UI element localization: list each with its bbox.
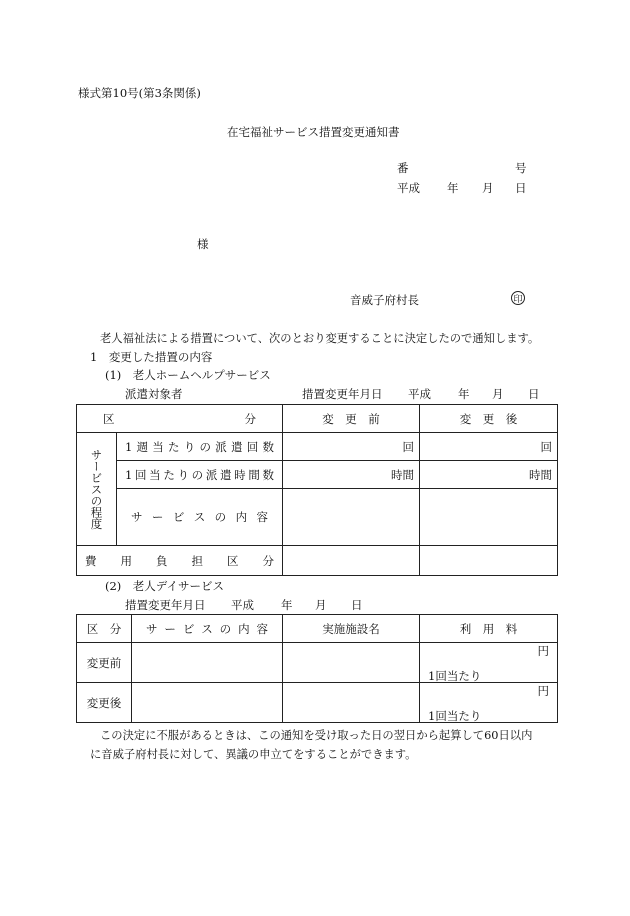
service-level-label: サービスの程度 [89, 448, 104, 530]
date-month: 月 [492, 387, 504, 401]
table2-header-fee: 利 用 料 [420, 615, 558, 643]
table2-header-facility: 実施施設名 [283, 615, 420, 643]
row-after-label: 変更後 [77, 683, 132, 723]
section1-title: 1 変更した措置の内容 [90, 350, 213, 364]
date-month: 月 [315, 598, 327, 612]
change-date-row-2 [125, 597, 365, 613]
row-service-content-before [283, 489, 420, 546]
date-era: 平成 [408, 387, 431, 401]
intro-text: 老人福祉法による措置について、次のとおり変更することに決定したので通知します。 [100, 332, 540, 345]
yen-label: 円 [537, 683, 549, 698]
section2-title: (2) 老人デイサービス [105, 579, 224, 593]
dayservice-table [76, 614, 558, 723]
date-year: 年 [447, 181, 459, 195]
closing-line-1: この決定に不服があるときは、この通知を受け取った日の翌日から起算して60日以内 [100, 729, 533, 742]
date-day: 日 [528, 387, 540, 401]
table1-header-category: 区 分 [77, 405, 283, 433]
number-label: 番 [397, 161, 409, 175]
seal-mark: 印 [511, 291, 525, 305]
row-visit-hours-after: 時間 [420, 461, 558, 489]
row-visit-hours-before: 時間 [283, 461, 420, 489]
date-month: 月 [482, 181, 494, 195]
table1-header-after: 変 更 後 [420, 405, 558, 433]
service-level-group [77, 433, 117, 546]
table2-header-category: 区 分 [77, 615, 132, 643]
number-suffix: 号 [515, 161, 527, 175]
yen-label: 円 [537, 643, 549, 658]
row-service-content-after [420, 489, 558, 546]
date-year: 年 [458, 387, 470, 401]
change-date-label: 措置変更年月日 [125, 598, 206, 612]
row-visit-hours-label: 1回当たりの派遣時間数 [117, 461, 283, 489]
cost-burden-after [420, 546, 558, 576]
page-title: 在宅福祉サービス措置変更通知書 [227, 125, 400, 139]
issuer-name: 音威子府村長 [350, 293, 419, 307]
table2-header-content: サービスの内容 [132, 615, 283, 643]
cost-burden-before [283, 546, 420, 576]
row-after-content [132, 683, 283, 723]
issue-date [397, 180, 527, 196]
closing-line-2: に音威子府村長に対して、異議の申立てをすることができます。 [90, 748, 417, 761]
sub1-title: (1) 老人ホームヘルプサービス [105, 368, 271, 382]
row-weekly-visits-label: 1週当たりの派遣回数 [117, 433, 283, 461]
row-weekly-visits-before: 回 [283, 433, 420, 461]
row-before-content [132, 643, 283, 683]
homehelp-table [76, 404, 558, 576]
row-after-fee [420, 683, 558, 723]
per-time-label: 1回当たり [428, 708, 482, 723]
date-day: 日 [515, 181, 527, 195]
row-weekly-visits-after: 回 [420, 433, 558, 461]
row-before-fee [420, 643, 558, 683]
row-after-facility [283, 683, 420, 723]
change-date-label: 措置変更年月日 [302, 387, 383, 401]
date-era: 平成 [397, 181, 420, 195]
cost-burden-label: 費用負担区分 [77, 546, 283, 576]
dispatch-target-label: 派遣対象者 [125, 387, 183, 401]
form-number: 様式第10号(第3条関係) [78, 86, 201, 100]
row-service-content-label: サービスの内容 [117, 489, 283, 546]
per-time-label: 1回当たり [428, 668, 482, 683]
row-before-facility [283, 643, 420, 683]
date-day: 日 [351, 598, 363, 612]
addressee-suffix: 様 [197, 237, 209, 251]
row-before-label: 変更前 [77, 643, 132, 683]
date-year: 年 [281, 598, 293, 612]
change-date-row-1 [302, 386, 542, 402]
table1-header-before: 変 更 前 [283, 405, 420, 433]
date-era: 平成 [231, 598, 254, 612]
